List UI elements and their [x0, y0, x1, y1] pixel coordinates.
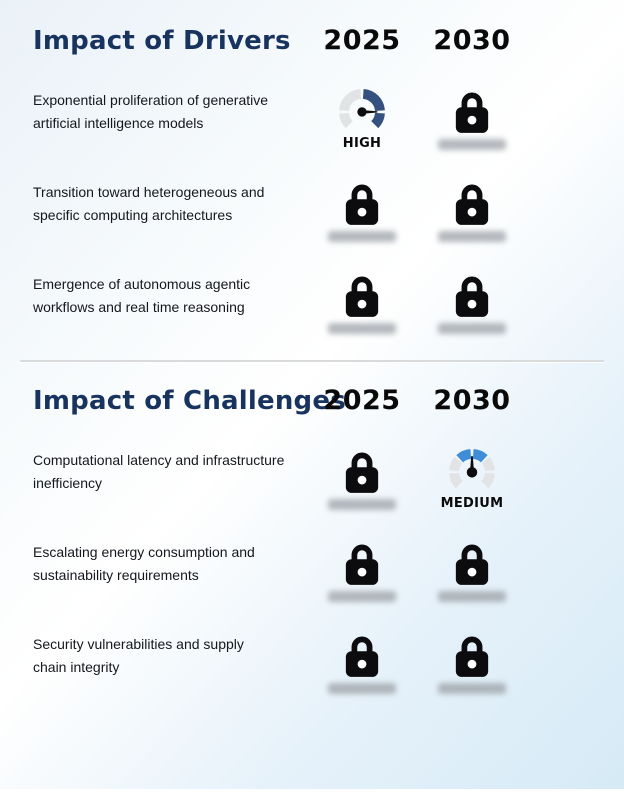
- year-header-2025: 2025: [323, 25, 401, 56]
- year-header-2030: 2030: [433, 385, 511, 416]
- row-label-line: Transition toward heterogeneous and: [33, 184, 265, 200]
- redacted-text: [438, 323, 506, 334]
- challenges-header-row: [0, 384, 624, 418]
- locked-impact-cell[interactable]: [417, 176, 527, 242]
- lock-icon: [453, 273, 491, 319]
- section-divider: [20, 360, 604, 362]
- redacted-text: [438, 139, 506, 150]
- gauge-medium-icon: [445, 444, 499, 498]
- row-label-line: Computational latency and infrastructure: [33, 452, 285, 468]
- redacted-text: [328, 499, 396, 510]
- drivers-header-row: [0, 24, 624, 58]
- lock-icon: [453, 541, 491, 587]
- row-label-line: workflows and real time reasoning: [33, 299, 245, 315]
- lock-icon: [453, 633, 491, 679]
- redacted-text: [438, 683, 506, 694]
- impact-level-label: MEDIUM: [440, 496, 504, 511]
- page-title: Impact of Drivers: [33, 26, 291, 56]
- locked-impact-cell[interactable]: [307, 444, 417, 510]
- row-label: [0, 536, 307, 587]
- locked-impact-cell[interactable]: [307, 536, 417, 602]
- impact-level-label: HIGH: [342, 136, 382, 151]
- row-label-line: inefficiency: [33, 475, 103, 491]
- redacted-text: [328, 683, 396, 694]
- row-label: [0, 628, 307, 679]
- impact-cell-2030: [417, 444, 527, 511]
- row-label-line: sustainability requirements: [33, 567, 199, 583]
- row-label: [0, 176, 307, 227]
- gauge-high-icon: [335, 84, 389, 138]
- year-header-2025: 2025: [323, 385, 401, 416]
- redacted-text: [328, 231, 396, 242]
- drivers-section: [0, 24, 624, 360]
- row-label-line: Emergence of autonomous agentic: [33, 276, 251, 292]
- table-row: [0, 444, 624, 536]
- year-header-2030: 2030: [433, 25, 511, 56]
- row-label-line: artificial intelligence models: [33, 115, 204, 131]
- table-row: [0, 628, 624, 720]
- row-label-line: chain integrity: [33, 659, 120, 675]
- row-label: [0, 268, 307, 319]
- locked-impact-cell[interactable]: [417, 536, 527, 602]
- redacted-text: [438, 231, 506, 242]
- page-title: Impact of Challenges: [33, 386, 346, 416]
- locked-impact-cell[interactable]: [307, 176, 417, 242]
- table-row: [0, 176, 624, 268]
- table-row: [0, 536, 624, 628]
- redacted-text: [438, 591, 506, 602]
- lock-icon: [343, 181, 381, 227]
- locked-impact-cell[interactable]: [417, 84, 527, 150]
- locked-impact-cell[interactable]: [307, 628, 417, 694]
- lock-icon: [343, 541, 381, 587]
- row-label-line: Exponential proliferation of generative: [33, 92, 269, 108]
- lock-icon: [343, 633, 381, 679]
- lock-icon: [343, 449, 381, 495]
- lock-icon: [453, 89, 491, 135]
- locked-impact-cell[interactable]: [307, 268, 417, 334]
- bottom-margin: [0, 789, 624, 795]
- row-label: [0, 84, 307, 135]
- lock-icon: [343, 273, 381, 319]
- locked-impact-cell[interactable]: [417, 628, 527, 694]
- row-label: [0, 444, 307, 495]
- redacted-text: [328, 323, 396, 334]
- row-label-line: Security vulnerabilities and supply: [33, 636, 244, 652]
- lock-icon: [453, 181, 491, 227]
- row-label-line: specific computing architectures: [33, 207, 233, 223]
- redacted-text: [328, 591, 396, 602]
- table-row: [0, 84, 624, 176]
- challenges-section: [0, 384, 624, 720]
- row-label-line: Escalating energy consumption and: [33, 544, 255, 560]
- locked-impact-cell[interactable]: [417, 268, 527, 334]
- impact-cell-2025: [307, 84, 417, 151]
- table-row: [0, 268, 624, 360]
